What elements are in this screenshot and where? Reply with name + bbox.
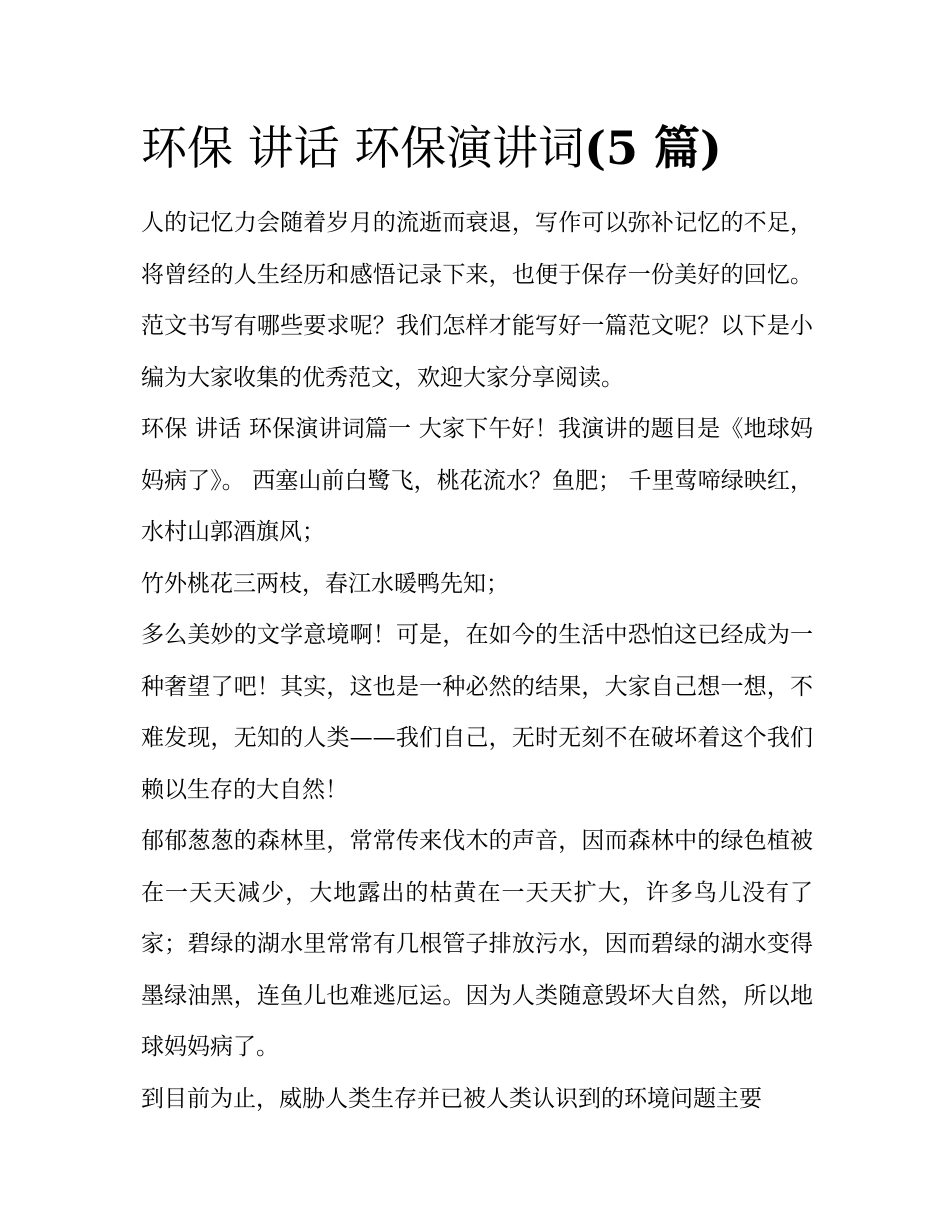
paragraph-artistic-conception: 多么美妙的文学意境啊！可是，在如今的生活中恐怕这已经成为一种奢望了吧！其实，这也是一种必然的结果，大家自己想一想，不难发现，无知的人类——我们自己，无时无刻不在破坏着这个我们赖以生存的大自然！ (141, 622, 813, 803)
paragraph-environment-problems: 到目前为止，威胁人类生存并已被人类认识到的环境问题主要 (141, 1085, 762, 1112)
document-title (141, 112, 813, 184)
paragraph-intro: 人的记忆力会随着岁月的流逝而衰退，写作可以弥补记忆的不足，将曾经的人生经历和感悟记录下来，也便于保存一份美好的回忆。范文书写有哪些要求呢？我们怎样才能写好一篇范文呢？以下是小编为大家收集的优秀范文，欢迎大家分享阅读。 (141, 210, 813, 391)
paragraph-list (141, 198, 813, 1125)
document-body (141, 112, 813, 1125)
title-main: 环保 讲话 环保演讲词 (141, 121, 585, 175)
title-suffix: (5 篇) (584, 121, 722, 175)
paragraph-forest-lake: 郁郁葱葱的森林里，常常传来伐木的声音，因而森林中的绿色植被在一天天减少，大地露出的枯黄在一天天扩大，许多鸟儿没有了家；碧绿的湖水里常常有几根管子排放污水，因而碧绿的湖水变得墨绿油黑，连鱼儿也难逃厄运。因为人类随意毁坏大自然，所以地球妈妈病了。 (141, 828, 813, 1060)
paragraph-poem-line: 竹外桃花三两枝，春江水暖鸭先知； (141, 570, 509, 597)
paragraph-speech-opening: 环保 讲话 环保演讲词篇一 大家下午好！我演讲的题目是《地球妈妈病了》。 西塞山前白鹭飞，桃花流水？鱼肥； 千里莺啼绿映红，水村山郭酒旗风； (141, 416, 813, 545)
